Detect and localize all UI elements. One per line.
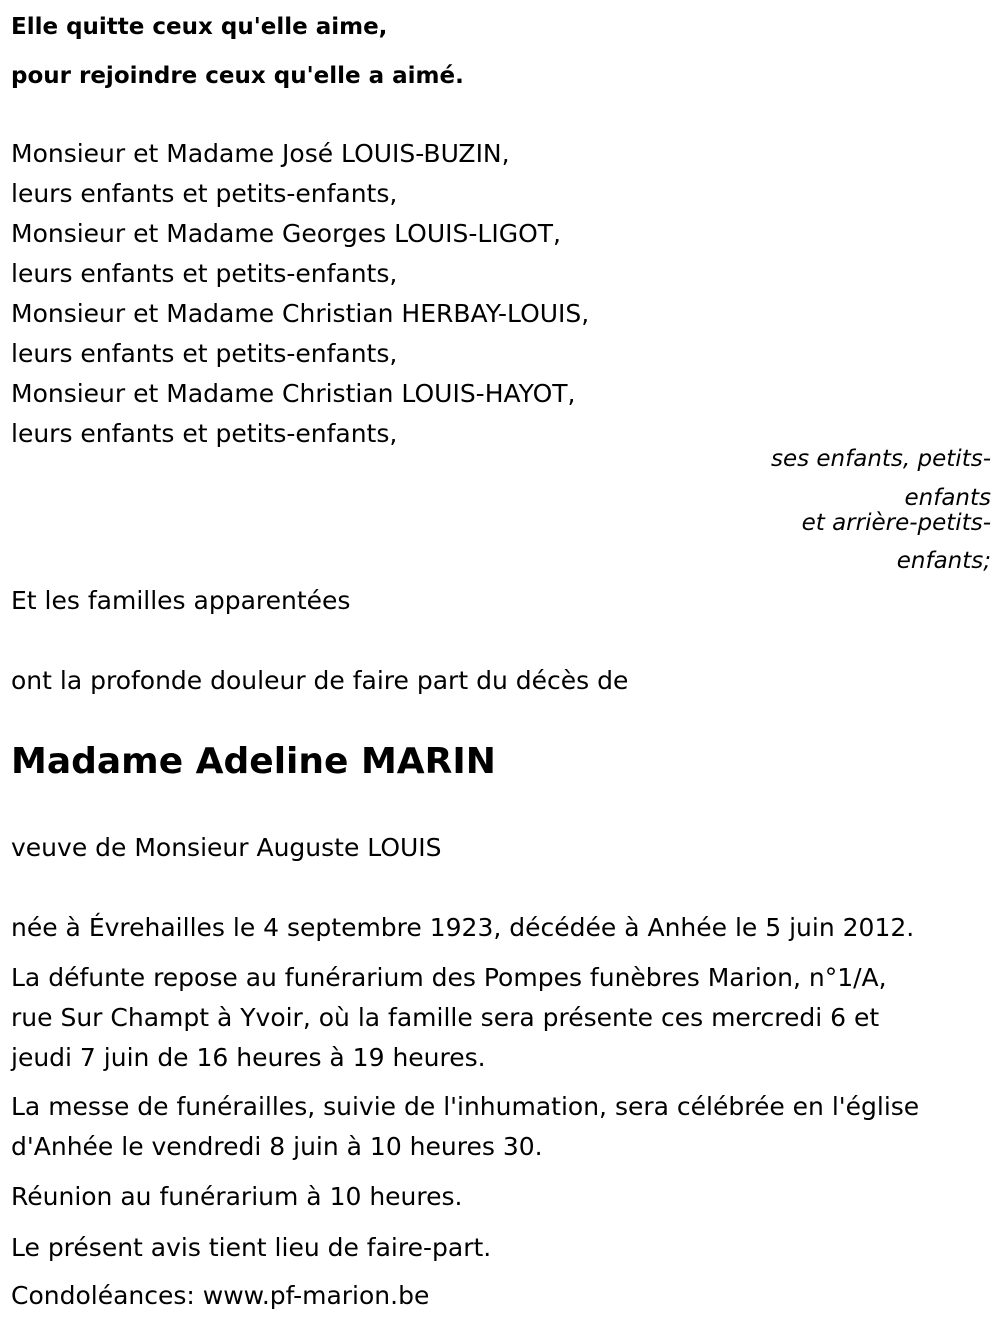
family-line: leurs enfants et petits-enfants, (11, 339, 398, 368)
dates-line: née à Évrehailles le 4 septembre 1923, décédée à Anhée le 5 juin 2012. (11, 913, 915, 942)
relatives-line: Et les familles apparentées (11, 586, 351, 615)
descendants-line: et arrière-petits- (801, 510, 991, 536)
family-line: Monsieur et Madame Christian HERBAY-LOUIS, (11, 299, 590, 328)
deceased-name: Madame Adeline MARIN (11, 741, 496, 782)
mass-line: d'Anhée le vendredi 8 juin à 10 heures 30. (11, 1132, 543, 1161)
condolences-line: Condoléances: www.pf-marion.be (11, 1281, 430, 1310)
descendants-line: enfants (904, 485, 991, 511)
announcement-line: ont la profonde douleur de faire part du décès de (11, 666, 629, 695)
repose-line: rue Sur Champt à Yvoir, où la famille sera présente ces mercredi 6 et (11, 1003, 880, 1032)
motto-line-1: Elle quitte ceux qu'elle aime, (11, 14, 388, 40)
repose-line: jeudi 7 juin de 16 heures à 19 heures. (11, 1043, 486, 1072)
descendants-line: enfants; (896, 548, 991, 574)
family-line: leurs enfants et petits-enfants, (11, 259, 398, 288)
descendants-line: ses enfants, petits- (770, 446, 991, 472)
family-line: Monsieur et Madame Georges LOUIS-LIGOT, (11, 219, 561, 248)
widow-of-line: veuve de Monsieur Auguste LOUIS (11, 833, 442, 862)
meeting-line: Réunion au funérarium à 10 heures. (11, 1182, 463, 1211)
family-line: Monsieur et Madame José LOUIS-BUZIN, (11, 139, 510, 168)
family-line: Monsieur et Madame Christian LOUIS-HAYOT, (11, 379, 576, 408)
mass-line: La messe de funérailles, suivie de l'inhumation, sera célébrée en l'église (11, 1092, 920, 1121)
family-line: leurs enfants et petits-enfants, (11, 179, 398, 208)
repose-line: La défunte repose au funérarium des Pompes funèbres Marion, n°1/A, (11, 963, 887, 992)
notice-line: Le présent avis tient lieu de faire-part. (11, 1233, 492, 1262)
motto-line-2: pour rejoindre ceux qu'elle a aimé. (11, 63, 464, 89)
family-line: leurs enfants et petits-enfants, (11, 419, 398, 448)
